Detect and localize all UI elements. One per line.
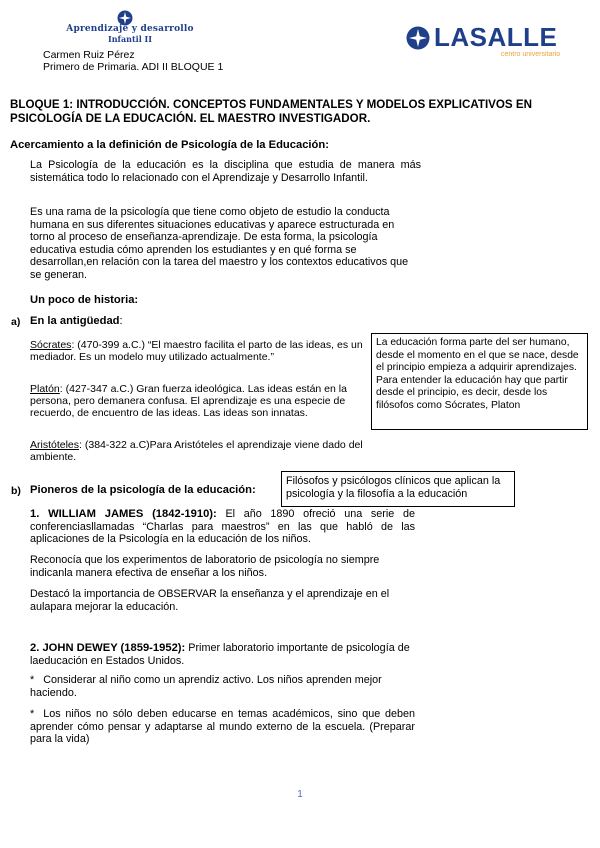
course-line: Primero de Primaria. ADI II BLOQUE 1 xyxy=(43,61,224,73)
history-heading: Un poco de historia: xyxy=(30,294,139,306)
page-number: 1 xyxy=(297,789,303,800)
aristoteles-text: : (384-322 a.C)Para Aristóteles el aprendizaje viene dado del ambiente. xyxy=(30,439,363,463)
aristoteles-name: Aristóteles xyxy=(30,439,80,451)
comment-box-philosophers: Filósofos y psicólogos clínicos que aplican la psicología y la filosofía a la educación xyxy=(281,471,515,507)
james-heading: 1. WILLIAM JAMES (1842-1910): xyxy=(30,508,217,520)
dewey-heading: 2. JOHN DEWEY (1859-1952): xyxy=(30,642,186,654)
comment-box-education: La educación forma parte del ser humano, desde el momento en el que se nace, desde el principio empieza a adquirir aprendizajes. Para entender la educación hay que partir desde el principio, es decir, desde los filósofos como Sócrates, Platon xyxy=(371,333,588,430)
definition-paragraph-1: La Psicología de la educación es la disciplina que estudia de manera más sistemática todo lo relacionado con el Aprendizaje y Desarrollo Infantil. xyxy=(30,159,421,184)
section-heading-definition: Acercamiento a la definición de Psicología de la Educación: xyxy=(10,139,329,151)
antiguedad-heading-colon: : xyxy=(119,315,123,327)
page-title: BLOQUE 1: INTRODUCCIÓN. CONCEPTOS FUNDAMENTALES Y MODELOS EXPLICATIVOS EN PSICOLOGÍA DE LA EDUCACIÓN. EL MAESTRO INVESTIGADOR. xyxy=(10,98,532,125)
dewey-text-1: Primer laboratorio importante de psicología de laeducación en Estados Unidos. xyxy=(30,642,410,667)
socrates-paragraph xyxy=(30,339,366,363)
marker-b: b) xyxy=(11,485,21,497)
left-logo xyxy=(55,10,205,42)
james-paragraph-2: Reconocía que los experimentos de laboratorio de psicología no siempre indicanla manera efectiva de enseñar a los niños. xyxy=(30,554,380,579)
platon-paragraph xyxy=(30,383,366,419)
antiguedad-heading xyxy=(30,315,123,327)
james-paragraph-1 xyxy=(30,508,415,546)
marker-a: a) xyxy=(11,316,21,328)
author-name: Carmen Ruiz Pérez xyxy=(43,49,135,61)
logo-line-1: Aprendizaje y desarrollo xyxy=(66,24,194,34)
pioneros-heading: Pioneros de la psicología de la educación: xyxy=(30,484,256,496)
dewey-bullet-2 xyxy=(30,708,415,746)
lasalle-logo xyxy=(406,24,578,64)
definition-paragraph-2: Es una rama de la psicología que tiene como objeto de estudio la conducta humana en sus diferentes situaciones educativas y aparece estructurada en torno al proceso de enseñanza-aprendizaje. De esta forma, la psicología educativa estudia cómo aprenden los estudiantes y en qué forma se desarrollan,en relación con la tarea del maestro y los contextos educativos que se generan. xyxy=(30,206,409,281)
platon-text: : (427-347 a.C.) Gran fuerza ideológica. Las ideas están en la persona, pero demanera confusa. El aprendizaje es una especie de recuerdo, de encuentro de las ideas. Las ideas son innatas. xyxy=(30,383,347,419)
dewey-bullet-1-marker: * xyxy=(30,674,35,686)
dewey-bullet-1 xyxy=(30,674,415,699)
lasalle-star-icon xyxy=(406,26,430,50)
dewey-bullet-2-text: Los niños no sólo deben educarse en temas académicos, sino que deben aprender cómo pensar y adaptarse al mundo externo de la escuela. (Preparar para la vida) xyxy=(30,708,415,745)
dewey-bullet-1-text: Considerar al niño como un aprendiz activo. Los niños aprenden mejor haciendo. xyxy=(30,674,382,699)
brand-subtitle: centro universitario xyxy=(501,51,561,58)
james-text-1: El año 1890 ofreció una serie de conferenciasllamadas “Charlas para maestros” en las que habló de las aplicaciones de la Psicología en la educación de los niños. xyxy=(30,508,415,545)
logo-line-2: Infantil II xyxy=(107,34,153,44)
socrates-name: Sócrates xyxy=(30,339,72,351)
james-paragraph-3: Destacó la importancia de OBSERVAR la enseñanza y el aprendizaje en el aulapara mejorar la educación. xyxy=(30,588,390,613)
antiguedad-heading-text: En la antigüedad xyxy=(30,315,120,327)
dewey-bullet-2-marker: * xyxy=(30,708,35,720)
brand-name: LASALLE xyxy=(434,22,558,52)
platon-name: Platón xyxy=(30,383,60,395)
socrates-text: : (470-399 a.C.) “El maestro facilita el parto de las ideas, es un mediador. Es un modelo muy utilizado actualmente.” xyxy=(30,339,363,363)
aristoteles-paragraph xyxy=(30,439,366,463)
dewey-paragraph-1 xyxy=(30,642,415,667)
